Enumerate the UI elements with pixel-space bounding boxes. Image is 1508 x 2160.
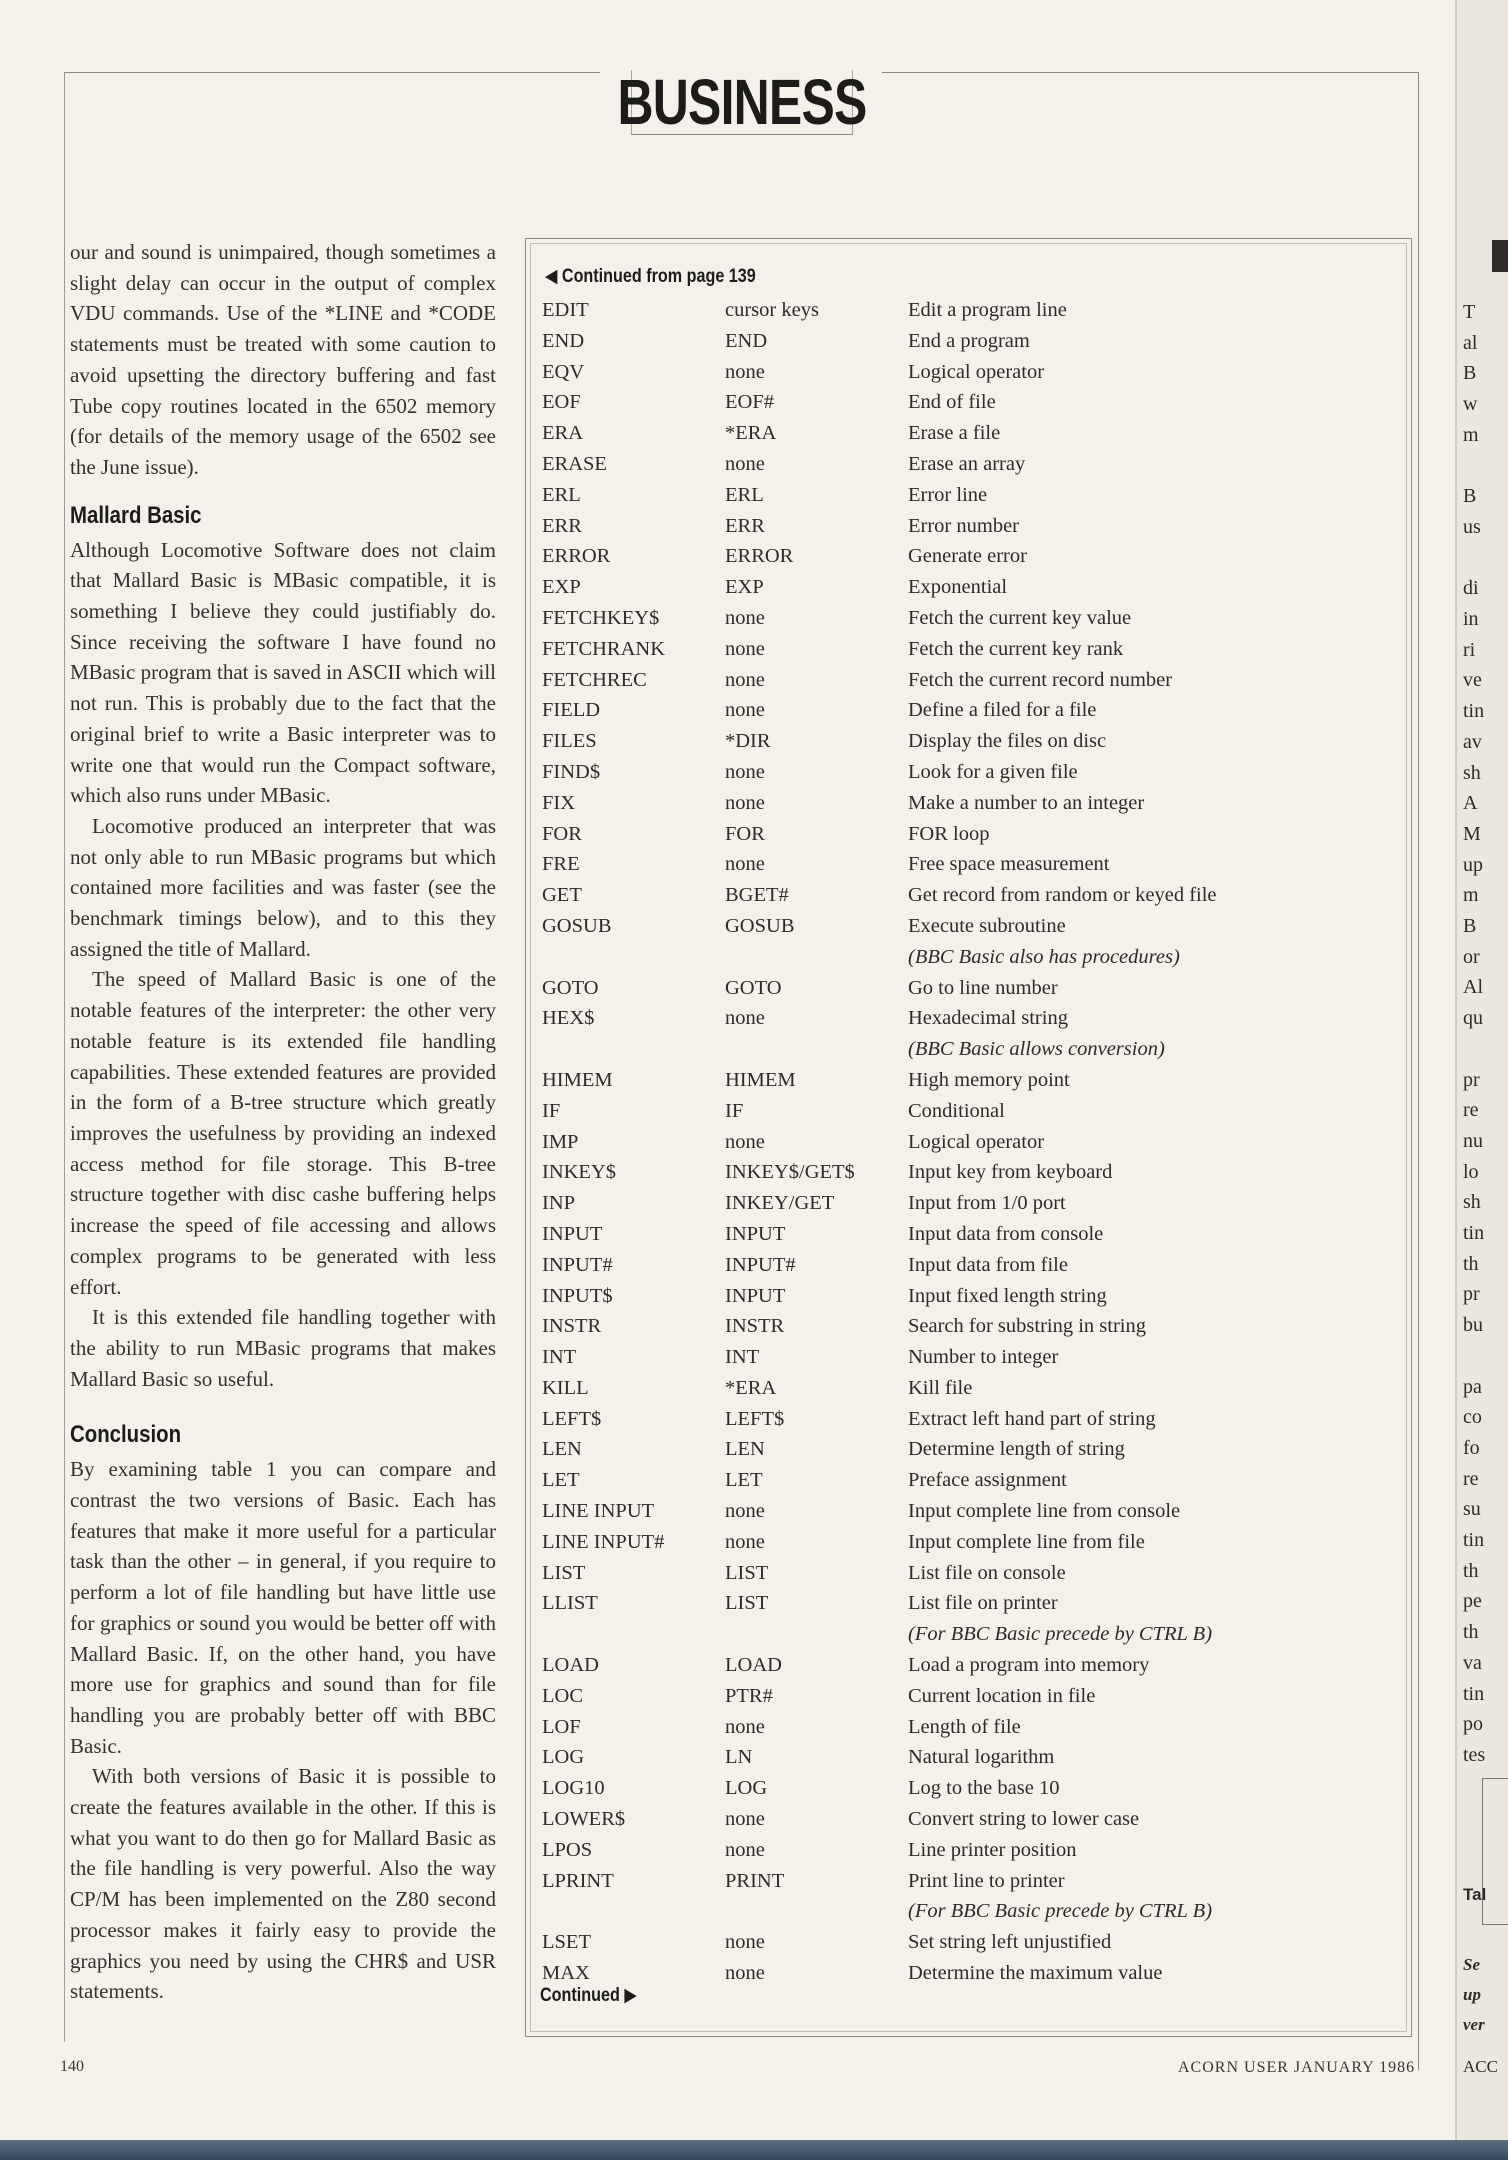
keyword-description: Input complete line from file [908, 1530, 1145, 1553]
table-row [542, 357, 1402, 388]
mallard-keyword: FOR [542, 822, 582, 845]
frame-rule-right [1418, 72, 1419, 2070]
mallard-keyword: FIND$ [542, 760, 601, 783]
adjacent-page-fragment: lo [1463, 1160, 1479, 1183]
mallard-keyword: EDIT [542, 299, 589, 321]
adjacent-page-fragment: pe [1463, 1590, 1482, 1613]
bbc-equivalent: EOF# [725, 391, 774, 414]
table-note: (For BBC Basic precede by CTRL B) [908, 1900, 1213, 1923]
keyword-description: Fetch the current key rank [908, 637, 1124, 660]
adjacent-page-fragment: B [1463, 362, 1477, 385]
table-row [542, 819, 1402, 850]
table-row [542, 849, 1402, 880]
adjacent-page-fragment: po [1463, 1713, 1483, 1736]
table-row [542, 1311, 1402, 1342]
table-row [542, 1373, 1402, 1404]
adjacent-page-fragment: ver [1463, 2015, 1485, 2034]
table-row [542, 1434, 1402, 1465]
bbc-equivalent: LOAD [725, 1654, 782, 1677]
bbc-equivalent: END [725, 329, 768, 352]
table-row [542, 757, 1402, 788]
mallard-keyword: LSET [542, 1931, 591, 1954]
adjacent-page-fragment: Al [1463, 976, 1483, 999]
adjacent-page-fragment: or [1463, 945, 1480, 968]
bbc-equivalent: none [725, 668, 765, 691]
adjacent-page-fragment: ri [1463, 638, 1476, 661]
bbc-equivalent: none [725, 1500, 765, 1523]
table-row [542, 1927, 1402, 1958]
bbc-equivalent: *DIR [725, 730, 771, 753]
bbc-equivalent: none [725, 1530, 765, 1553]
article-paragraph: With both versions of Basic it is possible to create the features available in the other. If this is what you want to do then go for Mallard Basic as the file handling is very powerful. Also the way CP/M has been implemented on the Z80 second processor makes it fairly easy to provide the graphics you need by using the CHR$ and USR statements. [70, 1764, 496, 2004]
mallard-keyword: LLIST [542, 1592, 598, 1615]
adjacent-page-fragment: bu [1463, 1314, 1483, 1337]
continued-from-label: ◀ Continued from page 139 [545, 266, 756, 287]
table-row [542, 1558, 1402, 1589]
adjacent-page-fragment: m [1463, 423, 1479, 446]
keyword-description: Look for a given file [908, 760, 1078, 783]
keyword-table [542, 295, 1402, 1989]
adjacent-page-fragment: th [1463, 1621, 1479, 1644]
keyword-description: Erase an array [908, 452, 1026, 475]
table-row [542, 1127, 1402, 1158]
bbc-equivalent: PTR# [725, 1684, 773, 1707]
keyword-description: Natural logarithm [908, 1746, 1055, 1769]
mallard-keyword: INPUT$ [542, 1284, 613, 1307]
mallard-keyword: LOAD [542, 1654, 599, 1677]
keyword-description: List file on console [908, 1561, 1066, 1584]
mallard-keyword: ERROR [542, 545, 611, 568]
bbc-equivalent: none [725, 699, 765, 722]
table-row [542, 1681, 1402, 1712]
table-row [542, 1588, 1402, 1619]
article-column [70, 237, 496, 2007]
mallard-keyword: INKEY$ [542, 1161, 617, 1184]
table-row [542, 1619, 1402, 1650]
mallard-keyword: GOTO [542, 976, 599, 999]
table-row [542, 880, 1402, 911]
keyword-description: Input from 1/0 port [908, 1192, 1066, 1215]
adjacent-page-fragment: tes [1463, 1743, 1486, 1766]
bbc-equivalent: HIMEM [725, 1068, 796, 1091]
bbc-equivalent: LOG [725, 1777, 768, 1800]
mallard-keyword: FRE [542, 853, 580, 876]
keyword-description: Go to line number [908, 976, 1058, 999]
table-row [542, 973, 1402, 1004]
mallard-keyword: LET [542, 1469, 580, 1492]
table-row [542, 603, 1402, 634]
mallard-keyword: EXP [542, 576, 581, 599]
magazine-masthead: ACORN USER JANUARY 1986 [1178, 2059, 1416, 2076]
bbc-equivalent: LET [725, 1469, 763, 1492]
table-row [542, 1650, 1402, 1681]
bbc-equivalent: none [725, 1007, 765, 1030]
adjacent-page-fragment: re [1463, 1099, 1479, 1122]
adjacent-page-fragment: B [1463, 915, 1477, 937]
table-note: (For BBC Basic precede by CTRL B) [908, 1623, 1213, 1646]
keyword-description: FOR loop [908, 822, 990, 845]
bbc-equivalent: INKEY$/GET$ [725, 1161, 855, 1184]
bbc-equivalent: PRINT [725, 1869, 785, 1892]
keyword-description: Erase a file [908, 422, 1001, 445]
bbc-equivalent: FOR [725, 822, 765, 845]
keyword-description: Display the files on disc [908, 730, 1107, 753]
keyword-description: Determine the maximum value [908, 1962, 1163, 1985]
bbc-equivalent: none [725, 1962, 765, 1985]
adjacent-page-fragment: pa [1463, 1375, 1482, 1398]
bbc-equivalent: ERR [725, 514, 765, 537]
mallard-keyword: INPUT [542, 1222, 603, 1245]
mallard-keyword: FETCHKEY$ [542, 606, 660, 629]
keyword-description: Conditional [908, 1099, 1005, 1122]
table-row [542, 1404, 1402, 1435]
table-row [542, 1712, 1402, 1743]
adjacent-page-fragment: M [1463, 822, 1481, 845]
bbc-equivalent: ERROR [725, 545, 794, 568]
continued-to-label: Continued ▶ [540, 1985, 637, 2006]
mallard-keyword: FIELD [542, 699, 601, 722]
keyword-description: Set string left unjustified [908, 1931, 1112, 1954]
bbc-equivalent: none [725, 606, 765, 629]
adjacent-page-fragment: qu [1463, 1007, 1483, 1030]
bbc-equivalent: *ERA [725, 1376, 777, 1399]
table-row [542, 1527, 1402, 1558]
keyword-description: Input data from console [908, 1222, 1104, 1245]
adjacent-page-fragment: su [1463, 1498, 1481, 1521]
mallard-keyword: ERR [542, 514, 582, 537]
bbc-equivalent: GOSUB [725, 914, 795, 937]
bbc-equivalent: GOTO [725, 976, 782, 999]
right-arrow-icon: ▶ [619, 1985, 637, 2006]
mallard-keyword: FETCHRANK [542, 637, 666, 660]
mallard-keyword: INSTR [542, 1315, 602, 1338]
adjacent-page-fragment: co [1463, 1406, 1482, 1429]
mallard-keyword: FILES [542, 730, 597, 753]
table-row [542, 449, 1402, 480]
keyword-description: Preface assignment [908, 1469, 1067, 1492]
adjacent-page-fragment: fo [1463, 1436, 1480, 1459]
left-arrow-icon: ◀ [545, 266, 562, 287]
bbc-equivalent: LIST [725, 1592, 769, 1615]
keyword-description: Input fixed length string [908, 1284, 1107, 1307]
keyword-description: End a program [908, 329, 1030, 352]
keyword-description: Make a number to an integer [908, 791, 1145, 814]
keyword-description: Input complete line from console [908, 1500, 1181, 1523]
bbc-equivalent: INSTR [725, 1315, 785, 1338]
mallard-keyword: LEFT$ [542, 1407, 602, 1430]
bbc-equivalent: INT [725, 1346, 760, 1369]
keyword-description: Load a program into memory [908, 1654, 1150, 1677]
table-row [542, 511, 1402, 542]
table-row [542, 1896, 1402, 1927]
adjacent-page-fragment: Tal [1463, 1885, 1487, 1904]
adjacent-page-fragment: in [1463, 608, 1479, 630]
bbc-equivalent: none [725, 637, 765, 660]
section-banner: BUSINESS [617, 66, 867, 138]
mallard-keyword: LEN [542, 1438, 582, 1461]
adjacent-page-fragment: w [1463, 393, 1478, 416]
table-row [542, 1773, 1402, 1804]
mallard-keyword: MAX [542, 1962, 590, 1985]
keyword-description: Input data from file [908, 1253, 1068, 1276]
keyword-description: Exponential [908, 576, 1008, 599]
mallard-keyword: LOC [542, 1684, 583, 1707]
table-row [542, 387, 1402, 418]
table-row [542, 665, 1402, 696]
table-row [542, 541, 1402, 572]
table-row [542, 326, 1402, 357]
table-row [542, 1096, 1402, 1127]
bbc-equivalent: BGET# [725, 884, 789, 907]
keyword-description: Determine length of string [908, 1438, 1125, 1461]
frame-rule-top-right [882, 72, 1418, 73]
bbc-equivalent: LEN [725, 1438, 765, 1461]
adjacent-page-fragment: m [1463, 884, 1479, 907]
mallard-keyword: ERL [542, 483, 581, 506]
bbc-equivalent: *ERA [725, 422, 777, 445]
adjacent-page-fragment: us [1463, 515, 1481, 538]
keyword-description: Print line to printer [908, 1869, 1065, 1892]
article-paragraph: It is this extended file handling together with the ability to run MBasic programs that makes Mallard Basic so useful. [70, 1305, 496, 1391]
adjacent-page-fragment: tin [1463, 700, 1485, 723]
table-row [542, 788, 1402, 819]
bbc-equivalent: INPUT# [725, 1253, 796, 1276]
keyword-description: Fetch the current key value [908, 606, 1132, 629]
mallard-keyword: LOG [542, 1746, 585, 1769]
scan-edge-band [0, 2140, 1508, 2160]
keyword-description: List file on printer [908, 1592, 1058, 1615]
bbc-equivalent: EXP [725, 576, 764, 599]
keyword-description: Free space measurement [908, 853, 1110, 876]
mallard-keyword: LOG10 [542, 1777, 605, 1800]
adjacent-page-fragment: Se [1463, 1955, 1480, 1974]
mallard-keyword: LINE INPUT [542, 1500, 655, 1523]
bbc-equivalent: IF [725, 1099, 744, 1122]
subheading-conclusion: Conclusion [70, 1421, 182, 1449]
adjacent-page-fragment: nu [1463, 1129, 1483, 1152]
table-row [542, 1065, 1402, 1096]
adjacent-page-fragment: sh [1463, 1191, 1481, 1214]
mallard-keyword: LPOS [542, 1838, 593, 1861]
bbc-equivalent: cursor keys [725, 299, 819, 321]
mallard-keyword: EQV [542, 360, 585, 383]
adjacent-page-marker [1492, 240, 1508, 272]
table-row [542, 1835, 1402, 1866]
table-row [542, 1188, 1402, 1219]
keyword-description: Current location in file [908, 1684, 1096, 1707]
adjacent-page-fragment: tin [1463, 1682, 1485, 1705]
table-row [542, 634, 1402, 665]
mallard-keyword: GET [542, 884, 582, 907]
table-row [542, 295, 1402, 326]
mallard-keyword: LOWER$ [542, 1808, 626, 1831]
mallard-keyword: FETCHREC [542, 668, 647, 691]
table-row [542, 726, 1402, 757]
mallard-keyword: EOF [542, 391, 581, 414]
mallard-keyword: KILL [542, 1376, 589, 1399]
article-paragraph: By examining table 1 you can compare and contrast the two versions of Basic. Each has features that make it more useful for a particular task than the other – in general, if you require to perform a lot of file handling but have little use for graphics or sound you would be better off with Mallard Basic. If, on the other hand, you have more use for graphics and sound than for file handling you are probably better off with BBC Basic. [70, 1457, 496, 1758]
bbc-equivalent: none [725, 853, 765, 876]
article-paragraph: The speed of Mallard Basic is one of the notable features of the interpreter: the other very notable feature is its extended file handling capabilities. These extended features are provided in the form of a B-tree structure which greatly improves the usefulness by providing an indexed access method for file storage. This B-tree structure together with disc cashe buffering helps increase the speed of file accessing and allows complex programs to be generated with less effort. [70, 967, 496, 1299]
adjacent-page-fragment: th [1463, 1252, 1479, 1275]
mallard-keyword: IF [542, 1099, 561, 1122]
frame-rule-top-left [64, 72, 600, 73]
adjacent-page-fragment: th [1463, 1559, 1479, 1582]
keyword-description: Edit a program line [908, 299, 1067, 321]
bbc-equivalent: none [725, 1838, 765, 1861]
bbc-equivalent: LN [725, 1746, 753, 1769]
keyword-description: Generate error [908, 545, 1027, 568]
table-row [542, 1003, 1402, 1034]
table-row [542, 1342, 1402, 1373]
mallard-keyword: ERASE [542, 452, 607, 475]
table-row [542, 1496, 1402, 1527]
adjacent-page-fragment: av [1463, 730, 1482, 753]
adjacent-page-fragment: al [1463, 331, 1478, 354]
keyword-description: High memory point [908, 1068, 1070, 1091]
table-row [542, 1250, 1402, 1281]
table-row [542, 1866, 1402, 1897]
table-row [542, 1804, 1402, 1835]
adjacent-page-strip [1455, 0, 1508, 2160]
keyword-description: Execute subroutine [908, 914, 1066, 937]
keyword-description: Logical operator [908, 1130, 1045, 1153]
bbc-equivalent: none [725, 1931, 765, 1954]
bbc-equivalent: LEFT$ [725, 1407, 785, 1430]
mallard-keyword: FIX [542, 791, 576, 814]
table-row [542, 1157, 1402, 1188]
bbc-equivalent: INPUT [725, 1222, 786, 1245]
adjacent-page-fragment: up [1463, 853, 1483, 876]
table-note: (BBC Basic also has procedures) [908, 945, 1180, 968]
page-number: 140 [60, 2058, 84, 2075]
mallard-keyword: INT [542, 1346, 577, 1369]
adjacent-page-fragment: pr [1463, 1068, 1480, 1091]
table-row [542, 1742, 1402, 1773]
adjacent-page-fragment: up [1463, 1985, 1481, 2004]
mallard-keyword: END [542, 329, 585, 352]
bbc-equivalent: none [725, 1808, 765, 1831]
keyword-description: Convert string to lower case [908, 1808, 1140, 1831]
mallard-keyword: LINE INPUT# [542, 1530, 665, 1553]
mallard-keyword: LPRINT [542, 1869, 614, 1892]
frame-rule-left [64, 72, 65, 2042]
keyword-description: Length of file [908, 1715, 1021, 1738]
adjacent-page-fragment: di [1463, 577, 1479, 600]
adjacent-page-fragment: ACC [1463, 2057, 1498, 2076]
adjacent-page-fragment: sh [1463, 761, 1481, 784]
adjacent-page-fragment: A [1463, 792, 1478, 815]
adjacent-page-fragment: va [1463, 1651, 1482, 1674]
mallard-keyword: INP [542, 1192, 576, 1215]
bbc-equivalent: INKEY/GET [725, 1192, 835, 1215]
keyword-description: Get record from random or keyed file [908, 884, 1217, 907]
mallard-keyword: INPUT# [542, 1253, 613, 1276]
mallard-keyword: ERA [542, 422, 583, 445]
article-paragraph: our and sound is unimpaired, though sometimes a slight delay can occur in the output of complex VDU commands. Use of the *LINE and *CODE statements must be treated with some caution to avoid upsetting the directory buffering and fast Tube copy routines located in the 6502 memory (for details of the memory usage of the 6502 see the June issue). [70, 240, 496, 479]
keyword-description: Number to integer [908, 1346, 1059, 1369]
mallard-keyword: HEX$ [542, 1007, 595, 1030]
table-row [542, 942, 1402, 973]
keyword-description: End of file [908, 391, 996, 414]
table-row [542, 480, 1402, 511]
bbc-equivalent: LIST [725, 1561, 769, 1584]
table-row [542, 1958, 1402, 1989]
keyword-description: Error number [908, 514, 1019, 537]
keyword-description: Search for substring in string [908, 1315, 1146, 1338]
adjacent-page-fragment: tin [1463, 1529, 1485, 1551]
adjacent-page-fragment: ve [1463, 669, 1482, 692]
keyword-description: Kill file [908, 1376, 973, 1399]
keyword-description: Log to the base 10 [908, 1777, 1060, 1800]
keyword-description: Error line [908, 483, 988, 506]
table-row [542, 1219, 1402, 1250]
table-row [542, 1281, 1402, 1312]
bbc-equivalent: none [725, 791, 765, 814]
table-row [542, 1034, 1402, 1065]
keyword-description: Define a filed for a file [908, 699, 1097, 722]
table-row [542, 1465, 1402, 1496]
bbc-equivalent: none [725, 452, 765, 475]
bbc-equivalent: INPUT [725, 1284, 786, 1307]
mallard-keyword: IMP [542, 1130, 579, 1153]
keyword-description: Line printer position [908, 1838, 1077, 1861]
adjacent-page-fragment: tin [1463, 1222, 1485, 1244]
bbc-equivalent: none [725, 760, 765, 783]
adjacent-page-fragment: T [1463, 301, 1476, 323]
article-paragraph: Locomotive produced an interpreter that was not only able to run MBasic programs but which contained more facilities and was faster (see the benchmark timings below), and to this they assigned the title of Mallard. [70, 813, 496, 961]
adjacent-page-fragment: re [1463, 1467, 1479, 1490]
keyword-description: Input key from keyboard [908, 1161, 1113, 1184]
table-note: (BBC Basic allows conversion) [908, 1038, 1165, 1061]
subheading-mallard-basic: Mallard Basic [70, 501, 202, 529]
adjacent-page-fragment: B [1463, 485, 1477, 508]
bbc-equivalent: none [725, 360, 765, 383]
bbc-equivalent: none [725, 1715, 765, 1738]
table-row [542, 418, 1402, 449]
mallard-keyword: LOF [542, 1715, 581, 1738]
bbc-equivalent: none [725, 1130, 765, 1153]
bbc-equivalent: ERL [725, 483, 764, 506]
keyword-description: Extract left hand part of string [908, 1407, 1156, 1430]
article-paragraph: Although Locomotive Software does not claim that Mallard Basic is MBasic compatible, it is something I believe they could justifiably do. Since receiving the software I have found no MBasic program that is saved in ASCII which will not run. This is probably due to the fact that the original brief to write a Basic interpreter was to write one that would run the Compact software, which also runs under MBasic. [70, 537, 496, 808]
mallard-keyword: HIMEM [542, 1068, 613, 1091]
table-row [542, 695, 1402, 726]
adjacent-page-fragment: pr [1463, 1283, 1480, 1306]
keyword-description: Logical operator [908, 360, 1045, 383]
mallard-keyword: LIST [542, 1561, 586, 1584]
mallard-keyword: GOSUB [542, 914, 612, 937]
table-row [542, 911, 1402, 942]
keyword-description: Fetch the current record number [908, 668, 1173, 691]
table-row [542, 572, 1402, 603]
keyword-description: Hexadecimal string [908, 1007, 1068, 1030]
